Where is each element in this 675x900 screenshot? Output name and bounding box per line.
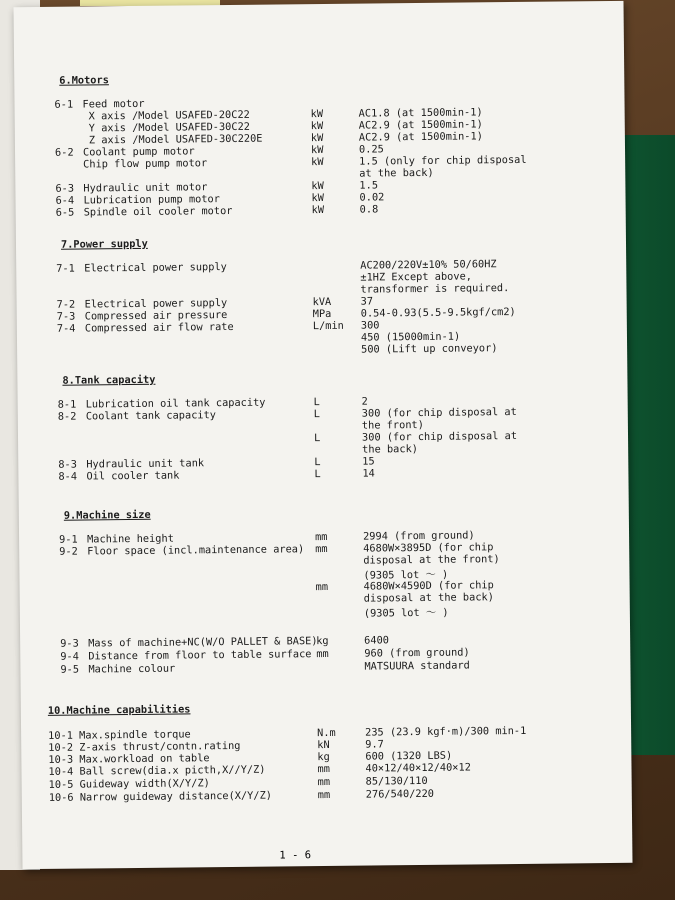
item-number: 6-1	[54, 98, 74, 111]
item-label: Max.spindle torque	[79, 728, 191, 742]
item-value: disposal at the back)	[363, 591, 494, 605]
item-value: 450 (15000min-1)	[360, 330, 461, 344]
section-title: 8.Tank capacity	[62, 373, 156, 387]
item-label: Oil cooler tank	[86, 469, 180, 483]
item-value: 0.25	[358, 143, 384, 156]
item-value: 1.5 (only for chip disposal	[359, 153, 527, 168]
item-number: 6-3	[55, 182, 75, 195]
item-number: 7-3	[56, 310, 76, 323]
item-value: 0.02	[359, 191, 385, 204]
item-value: 85/130/110	[365, 774, 428, 788]
page-number: 1 - 6	[279, 849, 312, 862]
item-value: 300	[360, 319, 380, 332]
item-value: 6400	[364, 634, 390, 647]
item-value: 40×12/40×12/40×12	[365, 761, 471, 775]
item-unit: kVA	[312, 295, 332, 309]
item-value: the front)	[361, 418, 424, 432]
item-label: Machine colour	[88, 662, 176, 676]
item-unit: mm	[317, 788, 331, 802]
item-unit: kW	[310, 119, 324, 133]
item-label: Feed motor	[82, 97, 145, 111]
item-value: 500 (Lift up conveyor)	[361, 342, 498, 356]
item-label: Ball screw(dia.x picth,X//Y/Z)	[79, 763, 266, 778]
item-number: 9-1	[59, 533, 78, 546]
item-label: Z-axis thrust/contn.rating	[79, 739, 241, 754]
item-value: at the back)	[359, 166, 434, 180]
section-title: 9.Machine size	[63, 508, 151, 522]
item-unit: kW	[311, 191, 324, 205]
item-value: 235 (23.9 kgf·m)/300 min-1	[365, 724, 527, 739]
item-value: disposal at the front)	[363, 553, 500, 567]
item-unit: kW	[311, 203, 325, 217]
item-unit: kW	[310, 143, 324, 157]
item-label: Narrow guideway distance(X/Y/Z)	[79, 789, 273, 804]
item-value: 2994 (from ground)	[363, 529, 475, 543]
item-label: Lubrication oil tank capacity	[85, 396, 266, 411]
item-value: (9305 lot ～ )	[363, 568, 449, 582]
item-label: Electrical power supply	[84, 296, 228, 311]
item-value: 300 (for chip disposal at	[361, 429, 518, 444]
item-value: 600 (1320 LBS)	[365, 749, 453, 763]
item-label: Compressed air pressure	[84, 308, 228, 323]
item-value: AC2.9 (at 1500min-1)	[358, 130, 483, 144]
spec-content	[14, 1, 633, 869]
spec-sheet-page	[14, 1, 633, 869]
item-number: 8-2	[57, 410, 77, 423]
item-number: 8-1	[57, 398, 77, 411]
item-value: 15	[362, 455, 375, 468]
item-unit: mm	[315, 580, 329, 594]
item-value: 9.7	[365, 738, 384, 751]
item-value: 37	[360, 295, 374, 308]
item-unit: L	[313, 408, 321, 421]
item-value: 276/540/220	[365, 787, 435, 801]
item-unit: mm	[315, 530, 328, 544]
item-number: 9-4	[60, 650, 79, 663]
item-value: AC200/220V±10% 50/60HZ	[360, 258, 497, 272]
item-unit: mm	[317, 775, 331, 789]
item-number: 9-5	[60, 663, 80, 676]
item-label: Distance from floor to table surface	[88, 648, 312, 663]
item-number: 10-3	[48, 753, 74, 766]
item-label: Y axis /Model USAFED-30C22	[88, 120, 251, 135]
item-unit: mm	[317, 762, 330, 776]
item-label: X axis /Model USAFED-20C22	[88, 108, 250, 123]
item-label: Chip flow pump motor	[83, 157, 208, 171]
item-label: Floor space (incl.maintenance area)	[87, 543, 305, 558]
item-number: 8-3	[58, 458, 77, 471]
section-title: 10.Machine capabilities	[47, 703, 191, 717]
item-unit: mm	[315, 542, 328, 556]
section-title: 7.Power supply	[60, 237, 148, 251]
item-label: Coolant pump motor	[82, 145, 195, 159]
item-value: 300 (for chip disposal at	[361, 405, 517, 420]
item-number: 7-1	[56, 262, 75, 275]
item-unit: L	[314, 468, 321, 481]
item-value: 0.54-0.93(5.5-9.5kgf/cm2)	[360, 305, 516, 320]
item-unit: kW	[310, 131, 324, 145]
item-value: AC2.9 (at 1500min-1)	[358, 118, 483, 132]
item-label: Spindle oil cooler motor	[83, 204, 233, 219]
item-label: Machine height	[87, 532, 174, 546]
item-label: Mass of machine+NC(W/O PALLET & BASE)	[88, 635, 318, 650]
item-value: 1.5	[359, 179, 379, 192]
item-unit: kN	[317, 738, 330, 752]
item-value: transformer is required.	[360, 282, 510, 296]
item-label: Hydraulic unit motor	[83, 181, 208, 195]
item-unit: mm	[316, 647, 329, 661]
item-label: Max.workload on table	[79, 752, 210, 766]
item-value: 4680W×4590D (for chip	[363, 579, 494, 593]
item-number: 6-2	[54, 146, 74, 159]
item-number: 9-3	[60, 637, 79, 650]
section-title: 6.Motors	[59, 74, 109, 87]
item-number: 10-4	[48, 765, 74, 778]
item-label: Compressed air flow rate	[84, 320, 234, 335]
item-value: the back)	[362, 443, 419, 456]
item-label: Lubrication pump motor	[83, 193, 220, 207]
item-value: (9305 lot ～ )	[363, 606, 449, 620]
item-unit: kg	[317, 750, 330, 764]
item-value: 2	[361, 395, 368, 408]
item-value: ±1HZ Except above,	[360, 270, 473, 284]
item-unit: N.m	[317, 726, 336, 740]
item-unit: L	[314, 456, 321, 469]
item-number: 8-4	[58, 470, 78, 483]
item-unit: L	[313, 396, 320, 409]
item-label: Guideway width(X/Y/Z)	[79, 777, 210, 791]
item-value: MATSUURA standard	[364, 659, 470, 673]
item-label: Electrical power supply	[84, 260, 227, 275]
item-unit: kW	[311, 179, 324, 193]
item-unit: L/min	[312, 319, 344, 333]
item-number: 10-1	[48, 729, 74, 742]
item-number: 10-2	[48, 741, 74, 754]
item-number: 10-6	[48, 791, 74, 804]
item-value: 0.8	[359, 203, 379, 216]
item-unit: kW	[310, 107, 324, 121]
item-number: 6-4	[55, 194, 75, 207]
item-number: 7-2	[56, 298, 76, 311]
item-unit: kW	[311, 155, 324, 169]
item-number: 6-5	[55, 206, 75, 219]
item-value: 960 (from ground)	[364, 646, 470, 660]
item-number: 9-2	[59, 545, 78, 558]
item-unit: kg	[316, 634, 329, 648]
item-value: 14	[362, 467, 375, 480]
item-unit: MPa	[312, 307, 332, 321]
item-number: 7-4	[56, 322, 76, 335]
item-label: Coolant tank capacity	[85, 409, 217, 423]
item-value: AC1.8 (at 1500min-1)	[358, 106, 483, 120]
item-value: 4680W×3895D (for chip	[363, 541, 494, 555]
item-number: 10-5	[48, 778, 74, 791]
item-label: Hydraulic unit tank	[86, 457, 205, 471]
item-label: Z axis /Model USAFED-30C220E	[88, 132, 263, 147]
item-unit: L	[313, 432, 321, 445]
